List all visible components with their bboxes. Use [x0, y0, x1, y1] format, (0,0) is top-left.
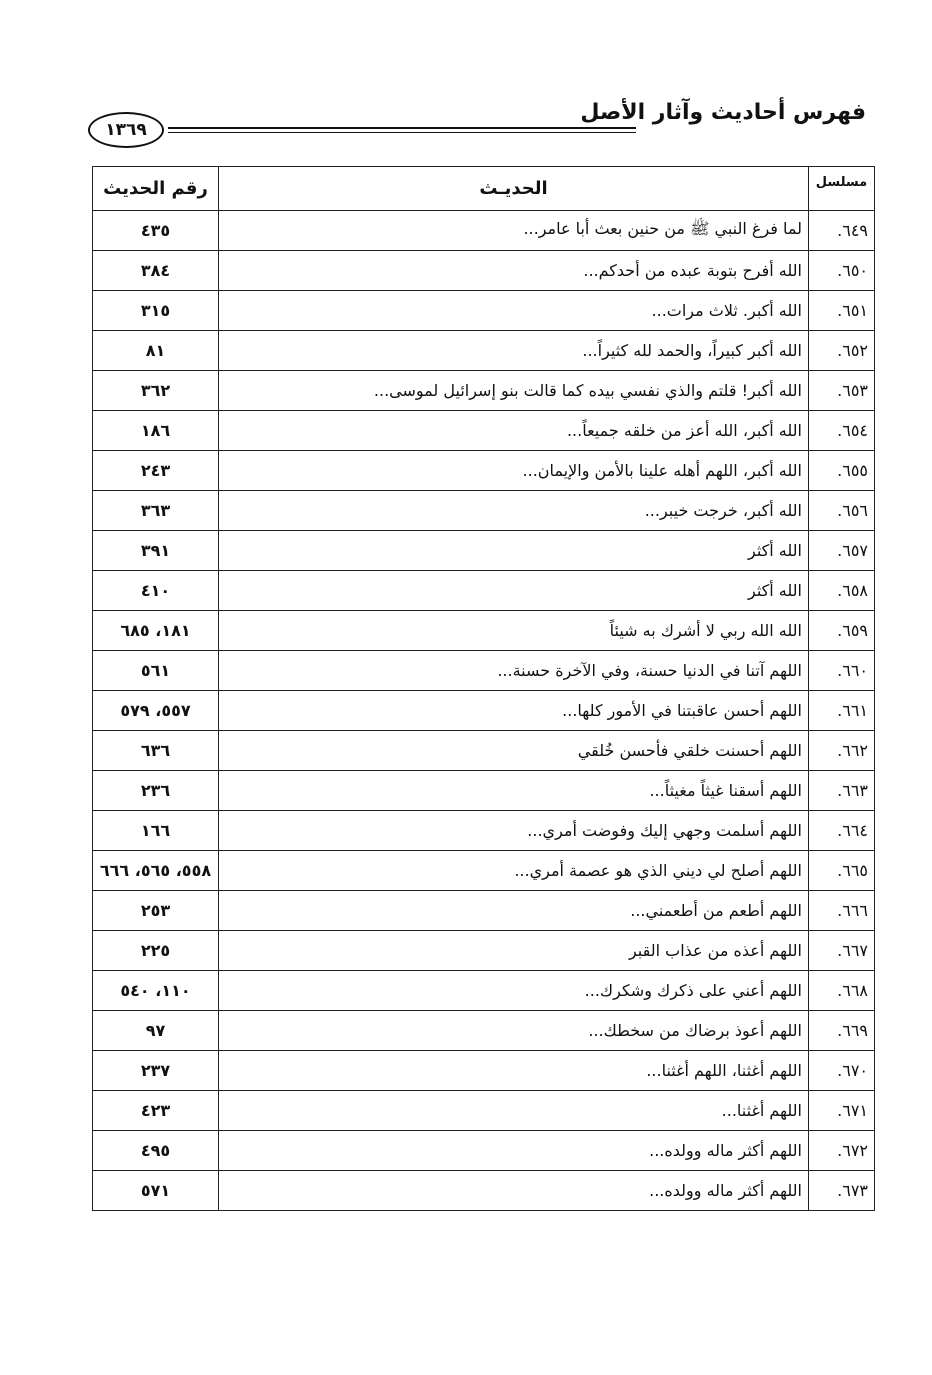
- table-row: [93, 811, 875, 851]
- hadith-number-cell: ١٦٦: [93, 811, 219, 851]
- table-row: [93, 1011, 875, 1051]
- hadith-number-cell: ١٨٦: [93, 411, 219, 451]
- serial-cell: ٦٥٥.: [809, 451, 875, 491]
- hadith-number-cell: ١٨١، ٦٨٥: [93, 611, 219, 651]
- hadith-text-cell: اللهم أكثر ماله وولده...: [219, 1131, 809, 1171]
- table-row: [93, 331, 875, 371]
- serial-cell: ٦٦٤.: [809, 811, 875, 851]
- table-row: [93, 851, 875, 891]
- header-rule: [168, 127, 636, 129]
- table-row: [93, 971, 875, 1011]
- serial-cell: ٦٦٩.: [809, 1011, 875, 1051]
- table-row: [93, 1091, 875, 1131]
- hadith-number-cell: ٥٧١: [93, 1171, 219, 1211]
- hadith-number-cell: ٥٥٨، ٥٦٥، ٦٦٦: [93, 851, 219, 891]
- hadith-text-cell: لما فرغ النبي ﷺ من حنين بعث أبا عامر...: [219, 211, 809, 251]
- serial-cell: ٦٥٩.: [809, 611, 875, 651]
- hadith-number-cell: ٢٥٣: [93, 891, 219, 931]
- table-row: [93, 1171, 875, 1211]
- hadith-column-header: الحديـث: [219, 167, 809, 211]
- hadith-text-cell: اللهم أحسن عاقبتنا في الأمور كلها...: [219, 691, 809, 731]
- hadith-number-cell: ٤٩٥: [93, 1131, 219, 1171]
- hadith-text-cell: الله أكبر! قلتم والذي نفسي بيده كما قالت بنو إسرائيل لموسى...: [219, 371, 809, 411]
- number-column-header: رقم الحديث: [93, 167, 219, 211]
- hadith-number-cell: ٢٣٧: [93, 1051, 219, 1091]
- table-row: [93, 531, 875, 571]
- hadith-text-cell: اللهم أعني على ذكرك وشكرك...: [219, 971, 809, 1011]
- hadith-text-cell: اللهم أغثنا، اللهم أغثنا...: [219, 1051, 809, 1091]
- table-row: [93, 611, 875, 651]
- serial-cell: ٦٥٢.: [809, 331, 875, 371]
- hadith-number-cell: ٨١: [93, 331, 219, 371]
- table-row: [93, 571, 875, 611]
- hadith-number-cell: ٢٤٣: [93, 451, 219, 491]
- hadith-text-cell: اللهم أعوذ برضاك من سخطك...: [219, 1011, 809, 1051]
- table-row: [93, 491, 875, 531]
- page-title: فهرس أحاديث وآثار الأصل: [580, 100, 866, 125]
- table-row: [93, 731, 875, 771]
- hadith-text-cell: اللهم أسلمت وجهي إليك وفوضت أمري...: [219, 811, 809, 851]
- hadith-number-cell: ٣٩١: [93, 531, 219, 571]
- serial-cell: ٦٥٤.: [809, 411, 875, 451]
- serial-cell: ٦٥٧.: [809, 531, 875, 571]
- hadith-text-cell: الله أكبر، خرجت خيبر...: [219, 491, 809, 531]
- serial-cell: ٦٦٣.: [809, 771, 875, 811]
- page-header: [88, 98, 866, 148]
- serial-cell: ٦٥١.: [809, 291, 875, 331]
- hadith-text-cell: اللهم أطعم من أطعمني...: [219, 891, 809, 931]
- hadith-number-cell: ٤٣٥: [93, 211, 219, 251]
- table-row: [93, 411, 875, 451]
- serial-cell: ٦٥٣.: [809, 371, 875, 411]
- hadith-number-cell: ٥٦١: [93, 651, 219, 691]
- serial-cell: ٦٦١.: [809, 691, 875, 731]
- hadith-number-cell: ٩٧: [93, 1011, 219, 1051]
- hadith-number-cell: ٢٢٥: [93, 931, 219, 971]
- hadith-text-cell: الله أكثر: [219, 571, 809, 611]
- table-row: [93, 451, 875, 491]
- hadith-text-cell: الله أكبر، اللهم أهله علينا بالأمن والإيمان...: [219, 451, 809, 491]
- serial-cell: ٦٦٢.: [809, 731, 875, 771]
- hadith-text-cell: الله أكثر: [219, 531, 809, 571]
- hadith-text-cell: اللهم آتنا في الدنيا حسنة، وفي الآخرة حسنة...: [219, 651, 809, 691]
- table-row: [93, 211, 875, 251]
- table-row: [93, 251, 875, 291]
- hadith-index-table: [92, 166, 875, 1211]
- hadith-text-cell: اللهم أصلح لي ديني الذي هو عصمة أمري...: [219, 851, 809, 891]
- serial-cell: ٦٧١.: [809, 1091, 875, 1131]
- hadith-number-cell: ٤١٠: [93, 571, 219, 611]
- table-row: [93, 931, 875, 971]
- hadith-text-cell: اللهم أحسنت خلقي فأحسن خُلقي: [219, 731, 809, 771]
- table-row: [93, 651, 875, 691]
- serial-cell: ٦٥٦.: [809, 491, 875, 531]
- hadith-number-cell: ٥٥٧، ٥٧٩: [93, 691, 219, 731]
- serial-cell: ٦٥٠.: [809, 251, 875, 291]
- table-row: [93, 371, 875, 411]
- hadith-text-cell: اللهم أسقنا غيثاً مغيثاً...: [219, 771, 809, 811]
- hadith-text-cell: الله أفرح بتوبة عبده من أحدكم...: [219, 251, 809, 291]
- page-number: ١٣٦٩: [88, 112, 164, 148]
- hadith-number-cell: ٣٨٤: [93, 251, 219, 291]
- hadith-number-cell: ١١٠، ٥٤٠: [93, 971, 219, 1011]
- serial-cell: ٦٦٦.: [809, 891, 875, 931]
- hadith-text-cell: اللهم أكثر ماله وولده...: [219, 1171, 809, 1211]
- serial-cell: ٦٦٨.: [809, 971, 875, 1011]
- serial-cell: ٦٥٨.: [809, 571, 875, 611]
- table-row: [93, 1051, 875, 1091]
- table-row: [93, 1131, 875, 1171]
- header-rule-thin: [168, 132, 636, 133]
- hadith-text-cell: الله الله ربي لا أشرك به شيئاً: [219, 611, 809, 651]
- hadith-text-cell: الله أكبر. ثلاث مرات...: [219, 291, 809, 331]
- table-row: [93, 891, 875, 931]
- table-row: [93, 291, 875, 331]
- hadith-number-cell: ٣٦٢: [93, 371, 219, 411]
- table-header-row: [93, 167, 875, 211]
- table-row: [93, 691, 875, 731]
- serial-cell: ٦٧٢.: [809, 1131, 875, 1171]
- hadith-number-cell: ٢٣٦: [93, 771, 219, 811]
- serial-column-header: مسلسل: [809, 167, 875, 211]
- serial-cell: ٦٦٠.: [809, 651, 875, 691]
- serial-cell: ٦٧٣.: [809, 1171, 875, 1211]
- hadith-number-cell: ٦٣٦: [93, 731, 219, 771]
- serial-cell: ٦٦٧.: [809, 931, 875, 971]
- serial-cell: ٦٤٩.: [809, 211, 875, 251]
- hadith-text-cell: الله أكبر، الله أعز من خلقه جميعاً...: [219, 411, 809, 451]
- hadith-number-cell: ٣١٥: [93, 291, 219, 331]
- table-body: [93, 211, 875, 1211]
- hadith-number-cell: ٣٦٣: [93, 491, 219, 531]
- hadith-text-cell: اللهم أغثنا...: [219, 1091, 809, 1131]
- serial-cell: ٦٧٠.: [809, 1051, 875, 1091]
- hadith-number-cell: ٤٢٣: [93, 1091, 219, 1131]
- table-row: [93, 771, 875, 811]
- serial-cell: ٦٦٥.: [809, 851, 875, 891]
- hadith-text-cell: اللهم أعذه من عذاب القبر: [219, 931, 809, 971]
- hadith-text-cell: الله أكبر كبيراً، والحمد لله كثيراً...: [219, 331, 809, 371]
